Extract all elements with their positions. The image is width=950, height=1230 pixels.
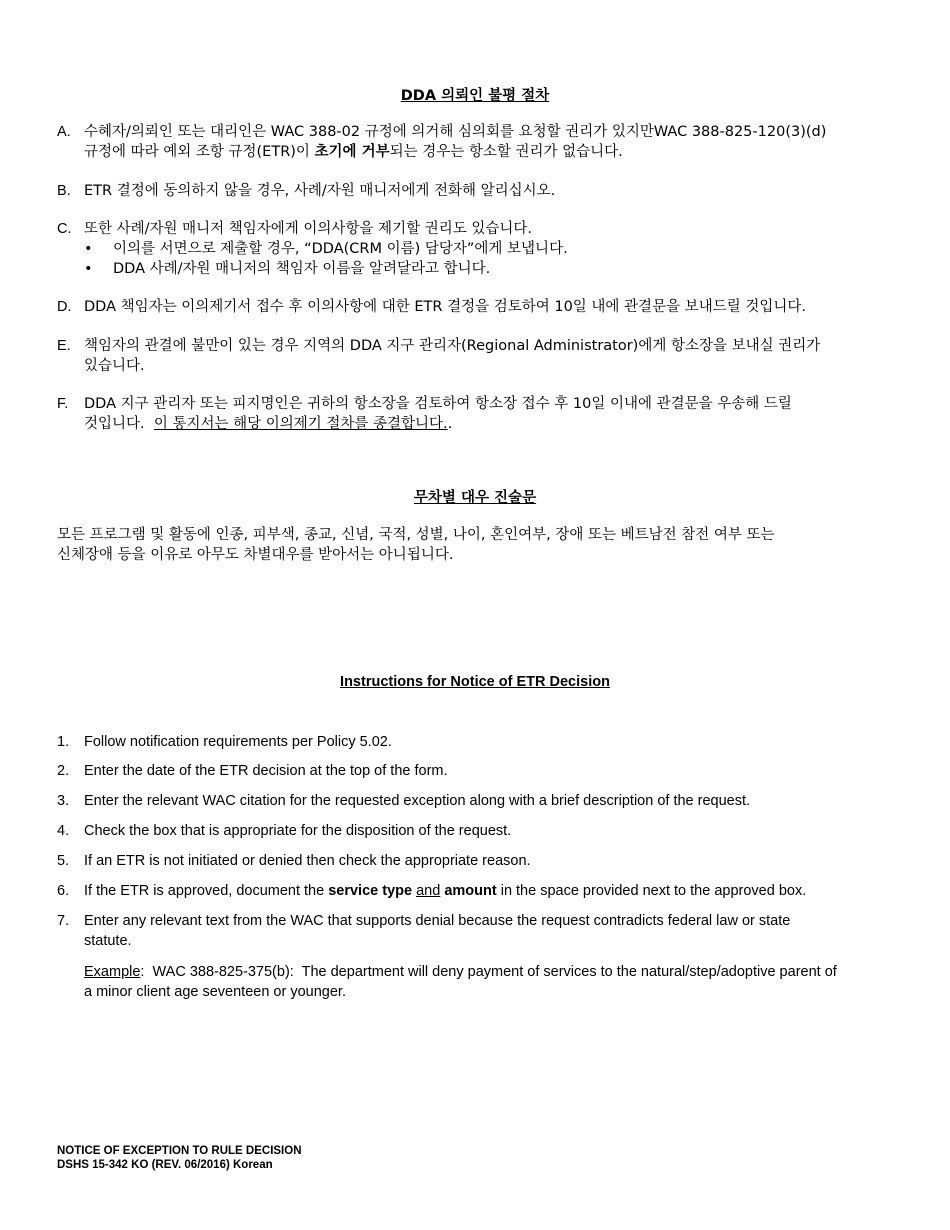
item-letter: D. [57, 299, 72, 315]
instruction-6-end: in the space provided next to the approved box. [496, 883, 807, 899]
instruction-item [57, 881, 897, 901]
item-letter: E. [57, 338, 71, 354]
instruction-item [57, 851, 897, 871]
item-a-line2 [84, 142, 897, 162]
item-a-line1: 수혜자/의뢰인 또는 대리인은 WAC 388-02 규정에 의거해 심의회를 요청할 권리가 있지만WAC 388-825-120(3)(d) [84, 124, 827, 140]
bullet-item [84, 239, 897, 259]
nondiscrimination-line2: 신체장애 등을 이유로 아무도 차별대우를 받아서는 아니됩니다. [57, 547, 454, 563]
item-number: 4. [57, 823, 70, 839]
example-label: Example [84, 964, 141, 980]
bullet-item [84, 259, 897, 279]
item-f-line2-text: 것입니다. [84, 416, 154, 432]
instruction-7-line1: Enter any relevant text from the WAC that supports denial because the request contradicts federal law or state [84, 913, 791, 929]
instruction-6-text: If the ETR is approved, document the [84, 883, 329, 899]
item-number: 5. [57, 853, 70, 869]
instruction-text: Enter the relevant WAC citation for the requested exception along with a brief description of the request. [84, 793, 751, 809]
item-f-line2 [84, 414, 897, 434]
item-f-underlined-phrase: 이 통지서는 해당 이의제기 절차를 종결합니다. [153, 416, 448, 432]
item-f-line2-end: . [447, 416, 453, 432]
list-item-d [57, 297, 897, 317]
list-item-c [57, 219, 897, 239]
example-line1 [84, 962, 927, 982]
list-item-f [57, 394, 897, 434]
instruction-text: If an ETR is not initiated or denied then check the appropriate reason. [84, 853, 531, 869]
instruction-text: Check the box that is appropriate for the disposition of the request. [84, 823, 512, 839]
item-number: 3. [57, 793, 70, 809]
instruction-7-line2: statute. [84, 933, 132, 949]
instruction-text [84, 881, 897, 901]
item-number: 2. [57, 763, 70, 779]
nondiscrimination-statement [57, 525, 887, 565]
item-letter: B. [57, 183, 71, 199]
korean-complaint-procedure-title: DDA 의뢰인 불평 절차 [400, 88, 550, 104]
example-block [57, 962, 927, 1002]
instruction-item [57, 821, 897, 841]
item-b-text: ETR 결정에 동의하지 않을 경우, 사례/자원 매니저에게 전화해 알리십시오. [84, 183, 556, 199]
item-e-line1: 책임자의 관결에 불만이 있는 경우 지역의 DDA 지구 관리자(Regional Administrator)에게 항소장을 보내실 권리가 [84, 338, 821, 354]
item-f-line1: DDA 지구 관리자 또는 피지명인은 귀하의 항소장을 검토하여 항소장 접수 후 10일 이내에 관결문을 우송해 드릴 [84, 396, 792, 412]
amount-phrase: amount [444, 883, 497, 899]
bullet-text: DDA 사례/자원 매니저의 책임자 이름을 알려달라고 합니다. [113, 261, 491, 277]
service-type-phrase: service type [328, 883, 413, 899]
instruction-item [57, 911, 897, 951]
item-e-line2: 있습니다. [84, 358, 145, 374]
instruction-text: Follow notification requirements per Policy 5.02. [84, 734, 392, 750]
item-number: 6. [57, 883, 70, 899]
footer [57, 1144, 302, 1172]
instruction-item [57, 791, 897, 811]
item-letter: A. [57, 124, 71, 140]
bullet-text: 이의를 서면으로 제출할 경우, “DDA(CRM 이름) 담당자”에게 보냅니다. [113, 241, 568, 257]
item-a-line2-text: 규정에 따라 예외 조항 규정(ETR)이 [84, 144, 315, 160]
list-item-e [57, 336, 897, 376]
item-letter: C. [57, 221, 72, 237]
example-text: : WAC 388-825-375(b): The department will deny payment of services to the natural/step/adoptive parent of [140, 964, 837, 980]
item-number: 7. [57, 913, 70, 929]
item-letter: F. [57, 396, 69, 412]
instruction-item [57, 761, 897, 781]
list-item-a [57, 122, 897, 162]
item-d-text: DDA 책임자는 이의제기서 접수 후 이의사항에 대한 ETR 결정을 검토하여 10일 내에 관결문을 보내드릴 것입니다. [84, 299, 806, 315]
and-underlined: and [416, 883, 441, 899]
instruction-item [57, 732, 897, 752]
item-c-bullets [57, 239, 897, 279]
bullet-icon: • [84, 261, 93, 277]
instructions-title: Instructions for Notice of ETR Decision [340, 674, 610, 690]
example-line2: a minor client age seventeen or younger. [84, 984, 346, 1000]
nondiscrimination-title: 무차별 대우 진술문 [413, 490, 537, 506]
bullet-icon: • [84, 241, 93, 257]
form-title: NOTICE OF EXCEPTION TO RULE DECISION [57, 1145, 302, 1157]
nondiscrimination-line1: 모든 프로그램 및 활동에 인종, 피부색, 종교, 신념, 국적, 성별, 나이, 혼인여부, 장애 또는 베트남전 참전 여부 또는 [57, 527, 775, 543]
item-a-bold-phrase: 초기에 거부 [314, 144, 390, 160]
item-c-text: 또한 사례/자원 매니저 책임자에게 이의사항을 제기할 권리도 있습니다. [84, 221, 532, 237]
list-item-b [57, 181, 897, 201]
item-number: 1. [57, 734, 70, 750]
form-number: DSHS 15-342 KO (REV. 06/2016) Korean [57, 1159, 273, 1171]
instruction-text: Enter the date of the ETR decision at the top of the form. [84, 763, 448, 779]
item-a-line2-end: 되는 경우는 항소할 권리가 없습니다. [389, 144, 623, 160]
